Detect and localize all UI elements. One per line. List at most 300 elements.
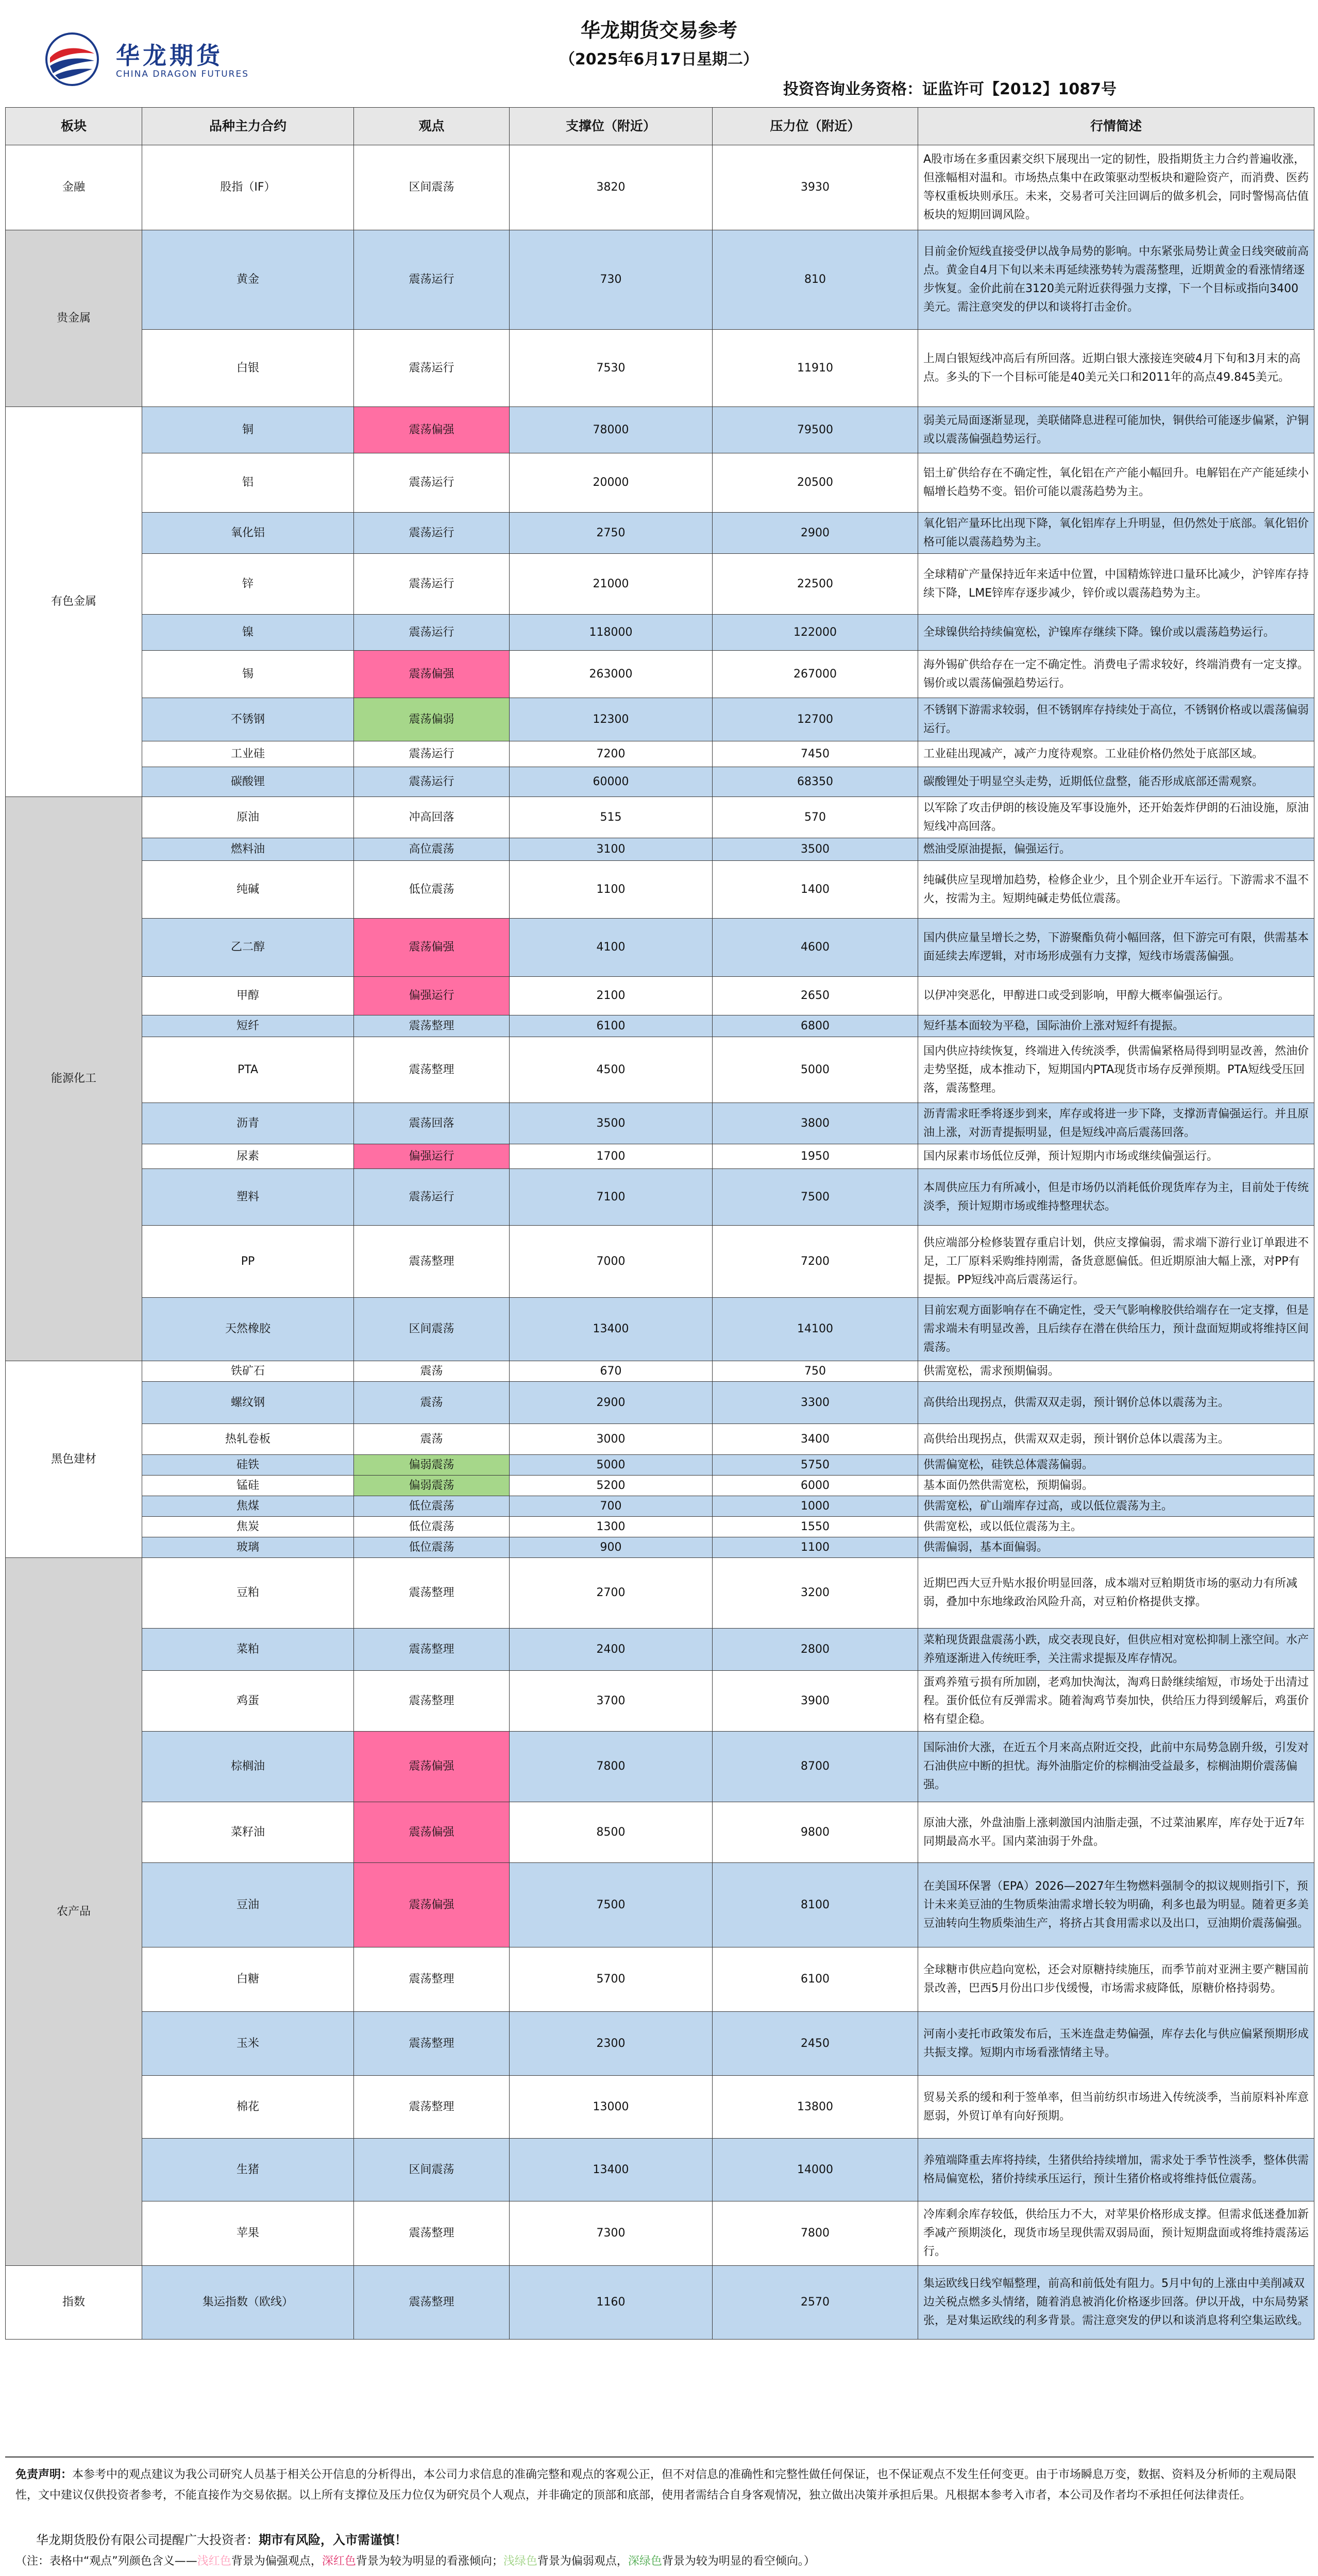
summary-cell: 以军除了攻击伊朗的核设施及军事设施外，还开始轰炸伊朗的石油设施，原油短线冲高回落。 — [918, 797, 1314, 838]
table-row — [6, 919, 1314, 977]
product-cell: 天然橡胶 — [142, 1298, 354, 1361]
legend-dark-red: 深红色 — [322, 2555, 356, 2568]
risk-reminder-text: 华龙期货股份有限公司提醒广大投资者： — [36, 2533, 259, 2547]
summary-cell: 沥青需求旺季将逐步到来，库存或将进一步下降，支撑沥青偏强运行。并且原油上涨，对沥青提振明显，但是短线冲高后震荡回落。 — [918, 1103, 1314, 1144]
support-cell: 13000 — [510, 2076, 713, 2139]
disclaimer-text: 本参考中的观点建议为我公司研究人员基于相关公开信息的分析得出，本公司力求信息的准确完整和观点的客观公正，但不对信息的准确性和完整性做任何保证，也不保证观点不发生任何变更。由于市场瞬息万变，数据、资料及分析师的主观局限性，文中建议仅供投资者参考，不能直接作为交易依据。以上所有支撑位及压力位仅为研究员个人观点，并非确定的顶部和底部，使用者需结合自身客观情况，独立做出决策并承担后果。凡根据本参考入市者，本公司及作者均不承担任何法律责任。 — [15, 2468, 1297, 2502]
table-row — [6, 1424, 1314, 1455]
table-row — [6, 615, 1314, 651]
product-cell: 棉花 — [142, 2076, 354, 2139]
support-cell: 2700 — [510, 1558, 713, 1629]
table-row — [6, 1015, 1314, 1037]
color-legend-note — [15, 2552, 815, 2568]
table-row — [6, 838, 1314, 861]
summary-cell: 高供给出现拐点，供需双双走弱，预计钢价总体以震荡为主。 — [918, 1424, 1314, 1455]
summary-cell: 全球镍供给持续偏宽松，沪镍库存继续下降。镍价或以震荡趋势运行。 — [918, 615, 1314, 651]
table-row — [6, 1103, 1314, 1144]
support-cell: 7200 — [510, 741, 713, 767]
summary-cell: 工业硅出现减产，减产力度待观察。工业硅价格仍然处于底部区域。 — [918, 741, 1314, 767]
risk-reminder — [36, 2530, 407, 2548]
product-cell: 豆油 — [142, 1863, 354, 1947]
resistance-cell: 1100 — [713, 1537, 918, 1558]
resistance-cell: 7500 — [713, 1169, 918, 1226]
resistance-cell: 8100 — [713, 1863, 918, 1947]
support-cell: 1160 — [510, 2266, 713, 2340]
table-row — [6, 407, 1314, 453]
product-cell: 白银 — [142, 330, 354, 407]
resistance-cell: 9800 — [713, 1802, 918, 1863]
table-row — [6, 1144, 1314, 1169]
col-header-support: 支撑位（附近） — [510, 108, 713, 145]
table-row — [6, 1802, 1314, 1863]
product-cell: 燃料油 — [142, 838, 354, 861]
legend-light-red-text: 背景为偏强观点， — [231, 2555, 322, 2568]
resistance-cell: 7200 — [713, 1226, 918, 1298]
resistance-cell: 3500 — [713, 838, 918, 861]
resistance-cell: 570 — [713, 797, 918, 838]
product-cell: 碳酸锂 — [142, 767, 354, 797]
support-cell: 2300 — [510, 2012, 713, 2076]
resistance-cell: 750 — [713, 1361, 918, 1382]
support-cell: 700 — [510, 1496, 713, 1517]
product-cell: 氧化铝 — [142, 513, 354, 554]
product-cell: 焦炭 — [142, 1517, 354, 1537]
resistance-cell: 6100 — [713, 1947, 918, 2012]
view-cell: 震荡偏强 — [354, 651, 510, 698]
product-cell: 苹果 — [142, 2201, 354, 2266]
view-cell: 冲高回落 — [354, 797, 510, 838]
table-row — [6, 1037, 1314, 1103]
report-title: 华龙期货交易参考 — [580, 19, 737, 42]
logo-text-cn: 华龙期货 — [116, 42, 223, 70]
view-cell: 震荡 — [354, 1424, 510, 1455]
product-cell: 黄金 — [142, 230, 354, 330]
col-header-contract: 品种主力合约 — [142, 108, 354, 145]
product-cell: 菜粕 — [142, 1629, 354, 1671]
view-cell: 震荡 — [354, 1382, 510, 1424]
table-row — [6, 1732, 1314, 1802]
summary-cell: 菜粕现货跟盘震荡小跌，成交表现良好，但供应相对宽松抑制上涨空间。水产养殖逐渐进入传统旺季，关注需求提振及库存情况。 — [918, 1629, 1314, 1671]
sector-cell: 黑色建材 — [6, 1361, 142, 1558]
resistance-cell: 22500 — [713, 554, 918, 615]
resistance-cell: 1000 — [713, 1496, 918, 1517]
view-cell: 震荡运行 — [354, 513, 510, 554]
support-cell: 5200 — [510, 1476, 713, 1496]
view-cell: 震荡整理 — [354, 1947, 510, 2012]
summary-cell: A股市场在多重因素交织下展现出一定的韧性，股指期货主力合约普遍收涨，但涨幅相对温和。市场热点集中在政策驱动型板块和避险资产，而消费、医药等权重板块则承压。未来，交易者可关注回调后的做多机会，同时警惕高估值板块的短期回调风险。 — [918, 145, 1314, 230]
product-cell: 股指（IF） — [142, 145, 354, 230]
col-header-sector: 板块 — [6, 108, 142, 145]
support-cell: 2400 — [510, 1629, 713, 1671]
product-cell: PP — [142, 1226, 354, 1298]
support-cell: 3500 — [510, 1103, 713, 1144]
view-cell: 区间震荡 — [354, 145, 510, 230]
summary-cell: 在美国环保署（EPA）2026—2027年生物燃料强制令的拟议规则指引下，预计未来美豆油的生物质柴油需求增长较为明确，利多也最为明显。随着更多美豆油转向生物质柴油生产，将挤占其食用需求以及出口，豆油期价震荡偏强。 — [918, 1863, 1314, 1947]
summary-cell: 国内供应量呈增长之势，下游聚酯负荷小幅回落，但下游完可有限，供需基本面延续去库逻辑，对市场形成强有力支撑，短线市场震荡偏强。 — [918, 919, 1314, 977]
view-cell: 偏强运行 — [354, 1144, 510, 1169]
product-cell: 沥青 — [142, 1103, 354, 1144]
resistance-cell: 12700 — [713, 698, 918, 741]
summary-cell: 铝土矿供给存在不确定性，氧化铝在产产能小幅回升。电解铝在产产能延续小幅增长趋势不变。铝价可能以震荡趋势为主。 — [918, 453, 1314, 513]
table-row — [6, 1382, 1314, 1424]
view-cell: 震荡整理 — [354, 1558, 510, 1629]
view-cell: 震荡整理 — [354, 1037, 510, 1103]
summary-cell: 碳酸锂处于明显空头走势，近期低位盘整，能否形成底部还需观察。 — [918, 767, 1314, 797]
support-cell: 3700 — [510, 1671, 713, 1732]
view-cell: 震荡回落 — [354, 1103, 510, 1144]
view-cell: 震荡偏强 — [354, 1802, 510, 1863]
resistance-cell: 5000 — [713, 1037, 918, 1103]
summary-cell: 养殖端降重去库将持续，生猪供给持续增加，需求处于季节性淡季，整体供需格局偏宽松，猪价持续承压运行，预计生猪价格或将维持低位震荡。 — [918, 2139, 1314, 2201]
product-cell: 纯碱 — [142, 861, 354, 919]
support-cell: 7000 — [510, 1226, 713, 1298]
product-cell: 塑料 — [142, 1169, 354, 1226]
resistance-cell: 3300 — [713, 1382, 918, 1424]
sector-cell: 金融 — [6, 145, 142, 230]
summary-cell: 上周白银短线冲高后有所回落。近期白银大涨接连突破4月下旬和3月末的高点。多头的下一个目标可能是40美元关口和2011年的高点49.845美元。 — [918, 330, 1314, 407]
report-header — [0, 0, 1318, 106]
sector-cell: 有色金属 — [6, 407, 142, 797]
summary-cell: 国内供应持续恢复，终端进入传统淡季，供需偏紧格局得到明显改善，然油价走势坚挺，成本推动下，短期国内PTA现货市场存反弹预期。PTA短线受压回落，震荡整理。 — [918, 1037, 1314, 1103]
resistance-cell: 3200 — [713, 1558, 918, 1629]
view-cell: 震荡偏强 — [354, 1732, 510, 1802]
resistance-cell: 6800 — [713, 1015, 918, 1037]
support-cell: 4500 — [510, 1037, 713, 1103]
support-cell: 2100 — [510, 977, 713, 1015]
summary-cell: 贸易关系的缓和利于签单率，但当前纺织市场进入传统淡季，当前原料补库意愿弱，外贸订单有向好预期。 — [918, 2076, 1314, 2139]
view-cell: 震荡整理 — [354, 2012, 510, 2076]
legend-light-green-text: 背景为偏弱观点， — [537, 2555, 628, 2568]
view-cell: 低位震荡 — [354, 1517, 510, 1537]
table-row — [6, 2012, 1314, 2076]
table-row — [6, 1455, 1314, 1476]
summary-cell: 冷库剩余库存较低，供给压力不大，对苹果价格形成支撑。但需求低迷叠加新季减产预期淡化，现货市场呈现供需双弱局面，预计短期盘面或将维持震荡运行。 — [918, 2201, 1314, 2266]
summary-cell: 目前宏观方面影响存在不确定性，受天气影响橡胶供给端存在一定支撑，但是需求端未有明显改善，且后续存在潜在供给压力，预计盘面短期或将维持区间震荡。 — [918, 1298, 1314, 1361]
resistance-cell: 7800 — [713, 2201, 918, 2266]
support-cell: 5700 — [510, 1947, 713, 2012]
col-header-view: 观点 — [354, 108, 510, 145]
summary-cell: 本周供应压力有所减小，但是市场仍以消耗低价现货库存为主，目前处于传统淡季，预计短期市场或维持整理状态。 — [918, 1169, 1314, 1226]
view-cell: 震荡整理 — [354, 1671, 510, 1732]
resistance-cell: 5750 — [713, 1455, 918, 1476]
product-cell: 不锈钢 — [142, 698, 354, 741]
support-cell: 1100 — [510, 861, 713, 919]
summary-cell: 蛋鸡养殖亏损有所加剧，老鸡加快淘汰，淘鸡日龄继续缩短，市场处于出清过程。蛋价低位有反弹需求。随着淘鸡节奏加快，供给压力得到缓解后，鸡蛋价格有望企稳。 — [918, 1671, 1314, 1732]
summary-cell: 供需偏弱，基本面偏弱。 — [918, 1537, 1314, 1558]
view-cell: 震荡运行 — [354, 741, 510, 767]
view-cell: 震荡运行 — [354, 554, 510, 615]
table-row — [6, 2266, 1314, 2340]
table-row — [6, 230, 1314, 330]
product-cell: 锡 — [142, 651, 354, 698]
table-row — [6, 1169, 1314, 1226]
resistance-cell: 13800 — [713, 2076, 918, 2139]
resistance-cell: 14100 — [713, 1298, 918, 1361]
support-cell: 263000 — [510, 651, 713, 698]
col-header-summary: 行情简述 — [918, 108, 1314, 145]
view-cell: 偏弱震荡 — [354, 1455, 510, 1476]
license-info: 投资咨询业务资格：证监许可【2012】1087号 — [783, 80, 1117, 98]
resistance-cell: 4600 — [713, 919, 918, 977]
resistance-cell: 1550 — [713, 1517, 918, 1537]
summary-cell: 海外锡矿供给存在一定不确定性。消费电子需求较好，终端消费有一定支撑。锡价或以震荡偏强趋势运行。 — [918, 651, 1314, 698]
table-row — [6, 741, 1314, 767]
summary-cell: 纯碱供应呈现增加趋势，检修企业少，且个别企业开车运行。下游需求不温不火，按需为主。短期纯碱走势低位震荡。 — [918, 861, 1314, 919]
view-cell: 震荡 — [354, 1361, 510, 1382]
view-cell: 低位震荡 — [354, 1496, 510, 1517]
legend-dark-green-text: 背景为较为明显的看空倾向。） — [662, 2555, 815, 2568]
support-cell: 21000 — [510, 554, 713, 615]
support-cell: 1700 — [510, 1144, 713, 1169]
product-cell: 工业硅 — [142, 741, 354, 767]
sector-cell: 能源化工 — [6, 797, 142, 1361]
summary-cell: 目前金价短线直接受伊以战争局势的影响。中东紧张局势让黄金日线突破前高点。黄金自4月下旬以来未再延续涨势转为震荡整理，近期黄金的看涨情绪逐步恢复。金价此前在3120美元附近获得强力支撑，下一个目标或指向3400美元。需注意突发的伊以和谈将打击金价。 — [918, 230, 1314, 330]
product-cell: PTA — [142, 1037, 354, 1103]
summary-cell: 不锈钢下游需求较弱，但不锈钢库存持续处于高位，不锈钢价格或以震荡偏弱运行。 — [918, 698, 1314, 741]
table-row — [6, 1671, 1314, 1732]
product-cell: 甲醇 — [142, 977, 354, 1015]
table-row — [6, 1226, 1314, 1298]
summary-cell: 燃油受原油提振，偏强运行。 — [918, 838, 1314, 861]
product-cell: 豆粕 — [142, 1558, 354, 1629]
sector-cell: 指数 — [6, 2266, 142, 2340]
support-cell: 5000 — [510, 1455, 713, 1476]
table-row — [6, 330, 1314, 407]
table-row — [6, 453, 1314, 513]
view-cell: 震荡运行 — [354, 615, 510, 651]
support-cell: 7800 — [510, 1732, 713, 1802]
view-cell: 偏弱震荡 — [354, 1476, 510, 1496]
support-cell: 7300 — [510, 2201, 713, 2266]
support-cell: 7500 — [510, 1863, 713, 1947]
summary-cell: 国际油价大涨，在近五个月来高点附近交投，此前中东局势急剧升级，引发对石油供应中断的担忧。海外油脂定价的棕榈油受益最多，棕榈油期价震荡偏强。 — [918, 1732, 1314, 1802]
product-cell: 硅铁 — [142, 1455, 354, 1476]
support-cell: 2750 — [510, 513, 713, 554]
view-cell: 震荡整理 — [354, 2266, 510, 2340]
table-row — [6, 513, 1314, 554]
view-cell: 震荡偏强 — [354, 1863, 510, 1947]
report-date: （2025年6月17日星期二） — [559, 50, 759, 69]
product-cell: 铝 — [142, 453, 354, 513]
table-row — [6, 1558, 1314, 1629]
summary-cell: 国内尿素市场低位反弹，预计短期内市场或继续偏强运行。 — [918, 1144, 1314, 1169]
product-cell: 镍 — [142, 615, 354, 651]
support-cell: 3100 — [510, 838, 713, 861]
product-cell: 锌 — [142, 554, 354, 615]
support-cell: 8500 — [510, 1802, 713, 1863]
summary-cell: 基本面仍然供需宽松，预期偏弱。 — [918, 1476, 1314, 1496]
table-row — [6, 767, 1314, 797]
resistance-cell: 267000 — [713, 651, 918, 698]
col-header-resistance: 压力位（附近） — [713, 108, 918, 145]
product-cell: 菜籽油 — [142, 1802, 354, 1863]
product-cell: 白糖 — [142, 1947, 354, 2012]
table-row — [6, 2201, 1314, 2266]
view-cell: 低位震荡 — [354, 861, 510, 919]
summary-cell: 全球精矿产量保持近年来适中位置，中国精炼锌进口量环比减少，沪锌库存持续下降，LME锌库存逐步减少，锌价或以震荡趋势为主。 — [918, 554, 1314, 615]
support-cell: 730 — [510, 230, 713, 330]
view-cell: 震荡运行 — [354, 453, 510, 513]
resistance-cell: 3400 — [713, 1424, 918, 1455]
resistance-cell: 6000 — [713, 1476, 918, 1496]
product-cell: 玻璃 — [142, 1537, 354, 1558]
summary-cell: 全球糖市供应趋向宽松，还会对原糖持续施压，而季节前对亚洲主要产糖国前景改善，巴西5月份出口步伐缓慢，市场需求疲降低，原糖价格持弱势。 — [918, 1947, 1314, 2012]
support-cell: 6100 — [510, 1015, 713, 1037]
resistance-cell: 7450 — [713, 741, 918, 767]
resistance-cell: 2650 — [713, 977, 918, 1015]
resistance-cell: 122000 — [713, 615, 918, 651]
table-row — [6, 1629, 1314, 1671]
summary-cell: 近期巴西大豆升贴水报价明显回落，成本端对豆粕期货市场的驱动力有所减弱，叠加中东地缘政治风险升高，对豆粕价格提供支撑。 — [918, 1558, 1314, 1629]
product-cell: 尿素 — [142, 1144, 354, 1169]
support-cell: 515 — [510, 797, 713, 838]
table-row — [6, 651, 1314, 698]
table-row — [6, 2139, 1314, 2201]
product-cell: 乙二醇 — [142, 919, 354, 977]
view-cell: 震荡偏强 — [354, 919, 510, 977]
resistance-cell: 68350 — [713, 767, 918, 797]
support-cell: 20000 — [510, 453, 713, 513]
table-row — [6, 797, 1314, 838]
view-cell: 震荡整理 — [354, 2201, 510, 2266]
product-cell: 生猪 — [142, 2139, 354, 2201]
view-cell: 震荡整理 — [354, 2076, 510, 2139]
table-row — [6, 554, 1314, 615]
product-cell: 集运指数（欧线） — [142, 2266, 354, 2340]
risk-reminder-bold: 期市有风险，入市需谨慎！ — [259, 2533, 407, 2547]
product-cell: 焦煤 — [142, 1496, 354, 1517]
product-cell: 原油 — [142, 797, 354, 838]
view-cell: 震荡整理 — [354, 1629, 510, 1671]
resistance-cell: 3930 — [713, 145, 918, 230]
table-row — [6, 1863, 1314, 1947]
table-row — [6, 698, 1314, 741]
disclaimer — [15, 2465, 1304, 2506]
support-cell: 13400 — [510, 1298, 713, 1361]
support-cell: 12300 — [510, 698, 713, 741]
view-cell: 震荡运行 — [354, 230, 510, 330]
table-header-row — [6, 108, 1314, 145]
view-cell: 区间震荡 — [354, 1298, 510, 1361]
support-cell: 4100 — [510, 919, 713, 977]
product-cell: 短纤 — [142, 1015, 354, 1037]
support-cell: 60000 — [510, 767, 713, 797]
legend-dark-green: 深绿色 — [628, 2555, 662, 2568]
sector-cell: 贵金属 — [6, 230, 142, 407]
view-cell: 高位震荡 — [354, 838, 510, 861]
view-cell: 区间震荡 — [354, 2139, 510, 2201]
support-cell: 3000 — [510, 1424, 713, 1455]
summary-cell: 弱美元局面逐渐显现，美联储降息进程可能加快，铜供给可能逐步偏紧，沪铜或以震荡偏强趋势运行。 — [918, 407, 1314, 453]
support-cell: 7530 — [510, 330, 713, 407]
resistance-cell: 3800 — [713, 1103, 918, 1144]
legend-dark-red-text: 背景为较为明显的看涨倾向； — [356, 2555, 503, 2568]
view-cell: 震荡整理 — [354, 1226, 510, 1298]
summary-cell: 供需宽松，需求预期偏弱。 — [918, 1361, 1314, 1382]
view-cell: 震荡运行 — [354, 767, 510, 797]
legend-light-red: 浅红色 — [197, 2555, 231, 2568]
summary-cell: 氧化铝产量环比出现下降，氧化铝库存上升明显，但仍然处于底部。氧化铝价格可能以震荡趋势为主。 — [918, 513, 1314, 554]
legend-intro: （注：表格中“观点”列颜色含义—— — [15, 2555, 197, 2568]
resistance-cell: 3900 — [713, 1671, 918, 1732]
disclaimer-label: 免责声明： — [15, 2468, 73, 2481]
product-cell: 锰硅 — [142, 1476, 354, 1496]
table-row — [6, 2076, 1314, 2139]
table-row — [6, 1361, 1314, 1382]
summary-cell: 供需宽松，矿山端库存过高，或以低位震荡为主。 — [918, 1496, 1314, 1517]
summary-cell: 以伊冲突恶化，甲醇进口或受到影响，甲醇大概率偏强运行。 — [918, 977, 1314, 1015]
product-cell: 热轧卷板 — [142, 1424, 354, 1455]
resistance-cell: 11910 — [713, 330, 918, 407]
view-cell: 震荡偏弱 — [354, 698, 510, 741]
resistance-cell: 14000 — [713, 2139, 918, 2201]
product-cell: 玉米 — [142, 2012, 354, 2076]
support-cell: 1300 — [510, 1517, 713, 1537]
resistance-cell: 2900 — [713, 513, 918, 554]
product-cell: 棕榈油 — [142, 1732, 354, 1802]
support-cell: 3820 — [510, 145, 713, 230]
support-cell: 13400 — [510, 2139, 713, 2201]
legend-light-green: 浅绿色 — [503, 2555, 537, 2568]
footer — [5, 2456, 1314, 2576]
resistance-cell: 2570 — [713, 2266, 918, 2340]
table-row — [6, 861, 1314, 919]
table-row — [6, 145, 1314, 230]
trading-reference-table — [5, 107, 1314, 2340]
table-row — [6, 1537, 1314, 1558]
resistance-cell: 2800 — [713, 1629, 918, 1671]
support-cell: 118000 — [510, 615, 713, 651]
table-row — [6, 977, 1314, 1015]
summary-cell: 供需偏宽松，硅铁总体震荡偏弱。 — [918, 1455, 1314, 1476]
summary-cell: 短纤基本面较为平稳，国际油价上涨对短纤有提振。 — [918, 1015, 1314, 1037]
table-row — [6, 1298, 1314, 1361]
view-cell: 低位震荡 — [354, 1537, 510, 1558]
view-cell: 震荡整理 — [354, 1015, 510, 1037]
resistance-cell: 2450 — [713, 2012, 918, 2076]
table-row — [6, 1476, 1314, 1496]
support-cell: 78000 — [510, 407, 713, 453]
summary-cell: 原油大涨，外盘油脂上涨刺激国内油脂走强，不过菜油累库，库存处于近7年同期最高水平。国内菜油弱于外盘。 — [918, 1802, 1314, 1863]
resistance-cell: 810 — [713, 230, 918, 330]
table-row — [6, 1517, 1314, 1537]
view-cell: 震荡偏强 — [354, 407, 510, 453]
view-cell: 震荡运行 — [354, 330, 510, 407]
summary-cell: 供应端部分检修装置存重启计划，供应支撑偏弱，需求端下游行业订单跟进不足，工厂原料采购维持刚需，备货意愿偏低。但近期原油大幅上涨，对PP有提振。PP短线冲高后震荡运行。 — [918, 1226, 1314, 1298]
sector-cell: 农产品 — [6, 1558, 142, 2266]
view-cell: 偏强运行 — [354, 977, 510, 1015]
resistance-cell: 20500 — [713, 453, 918, 513]
view-cell: 震荡运行 — [354, 1169, 510, 1226]
support-cell: 670 — [510, 1361, 713, 1382]
table-row — [6, 1947, 1314, 2012]
product-cell: 铁矿石 — [142, 1361, 354, 1382]
summary-cell: 供需宽松，或以低位震荡为主。 — [918, 1517, 1314, 1537]
summary-cell: 集运欧线日线窄幅整理，前高和前低处有阻力。5月中旬的上涨由中美削减双边关税点燃多头情绪，随着消息被消化价格逐步回落。伊以开战，中东局势紧张，是对集运欧线的利多背景。需注意突发的伊以和谈消息将利空集运欧线。 — [918, 2266, 1314, 2340]
summary-cell: 河南小麦托市政策发布后，玉米连盘走势偏强，库存去化与供应偏紧预期形成共振支撑。短期内市场看涨情绪主导。 — [918, 2012, 1314, 2076]
resistance-cell: 8700 — [713, 1732, 918, 1802]
logo-text-en: CHINA DRAGON FUTURES — [116, 69, 249, 79]
summary-cell: 高供给出现拐点，供需双双走弱，预计钢价总体以震荡为主。 — [918, 1382, 1314, 1424]
support-cell: 7100 — [510, 1169, 713, 1226]
resistance-cell: 79500 — [713, 407, 918, 453]
product-cell: 鸡蛋 — [142, 1671, 354, 1732]
product-cell: 铜 — [142, 407, 354, 453]
support-cell: 900 — [510, 1537, 713, 1558]
table-row — [6, 1496, 1314, 1517]
support-cell: 2900 — [510, 1382, 713, 1424]
product-cell: 螺纹钢 — [142, 1382, 354, 1424]
